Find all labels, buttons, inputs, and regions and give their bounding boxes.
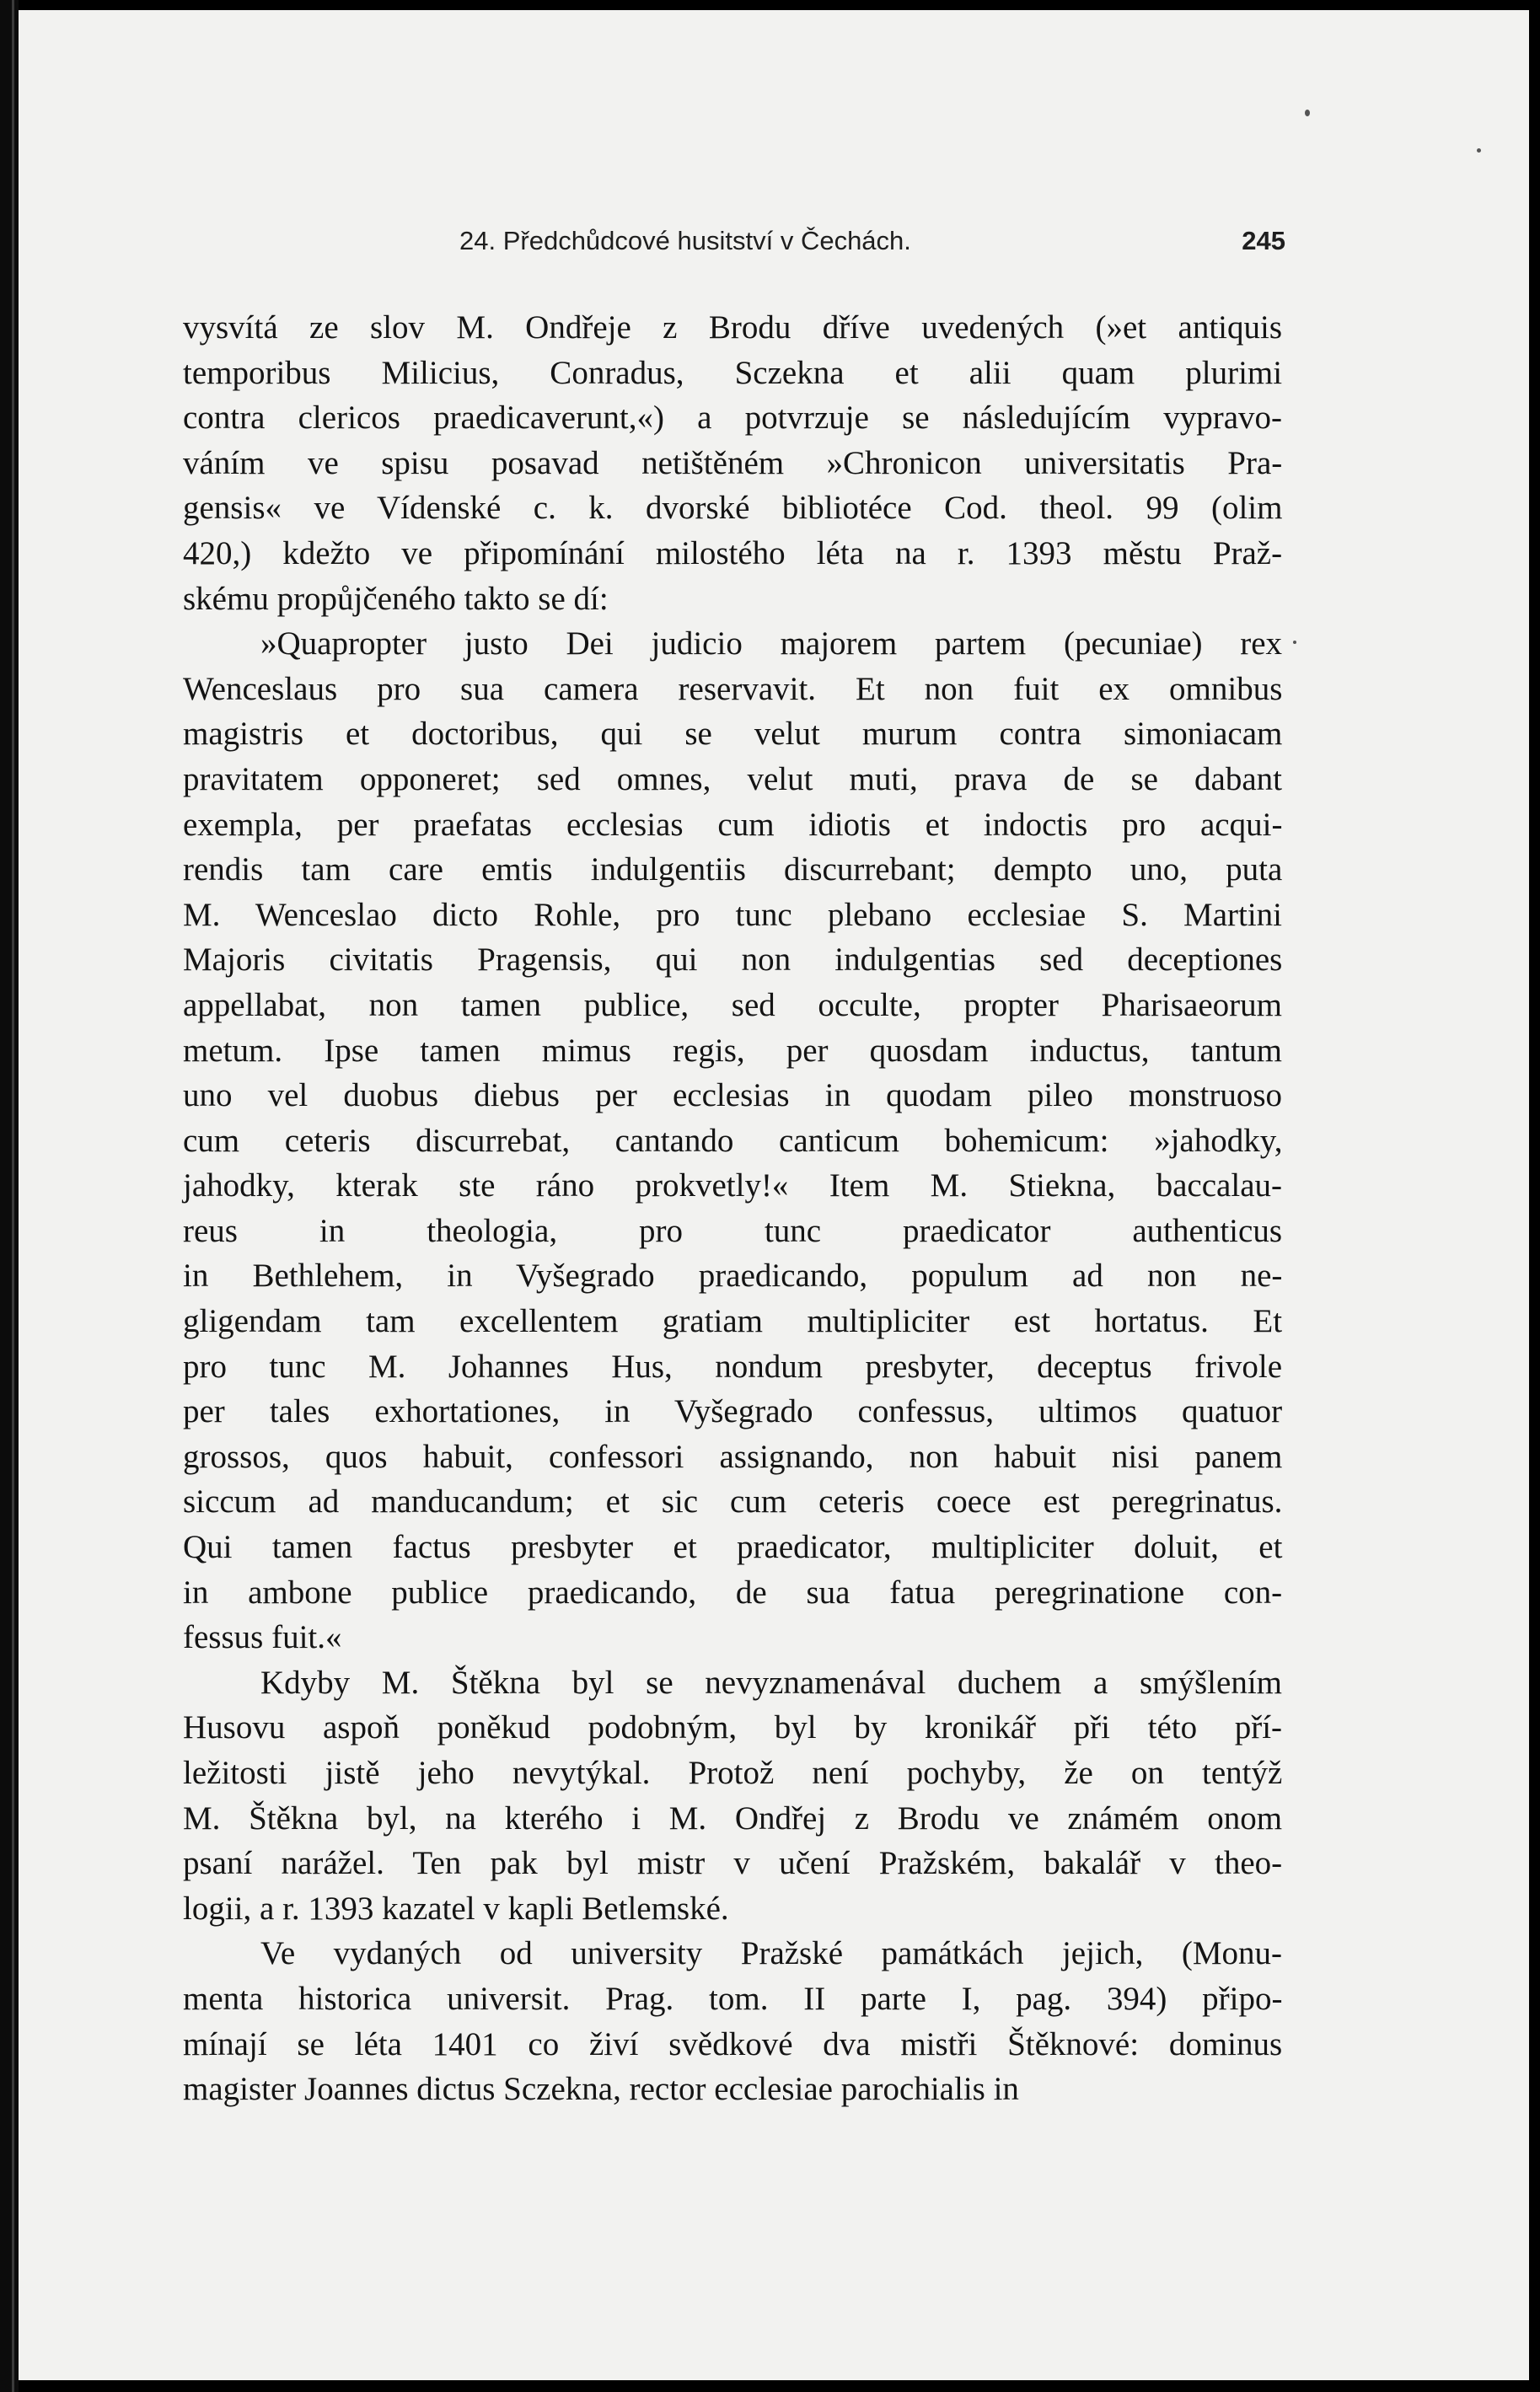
text-line: M. Wenceslao dicto Rohle, pro tunc plebano ecclesiae S. Martini xyxy=(183,896,1283,933)
text-line: contra clericos praedicaverunt,«) a potvrzuje se následujícím vypravo- xyxy=(183,400,1283,437)
text-line: Wenceslaus pro sua camera reservavit. Et non fuit ex omnibus xyxy=(183,670,1283,707)
text-line: gensis« ve Vídenské c. k. dvorské bibliotéce Cod. theol. 99 (olim xyxy=(183,490,1283,527)
text-line: reus in theologia, pro tunc praedicator authenticus xyxy=(183,1212,1282,1249)
text-line: Husovu aspoň poněkud podobným, byl by kronikář při této pří- xyxy=(183,1709,1283,1746)
text-line: M. Štěkna byl, na kterého i M. Ondřej z Brodu ve známém onom xyxy=(183,1799,1283,1837)
text-line: Majoris civitatis Pragensis, qui non indulgentias sed deceptiones xyxy=(183,941,1283,979)
scan-speck xyxy=(1305,110,1310,116)
text-line: in Bethlehem, in Vyšegrado praedicando, populum ad non ne- xyxy=(183,1258,1283,1295)
text-line: ležitosti jistě jeho nevytýkal. Protož není pochyby, že on tentýž xyxy=(183,1755,1283,1791)
text-line: 420,) kdežto ve připomínání milostého léta na r. 1393 městu Praž- xyxy=(183,534,1283,571)
scan-speck xyxy=(1477,148,1481,153)
text-line: appellabat, non tamen publice, sed occulte, propter Pharisaeorum xyxy=(183,986,1282,1023)
text-line: exempla, per praefatas ecclesias cum idiotis et indoctis pro acqui- xyxy=(183,806,1283,843)
text-line: fessus fuit.« xyxy=(183,1619,342,1656)
paragraph xyxy=(183,1931,1282,2111)
running-title: 24. Předchůdcové husitství v Čechách. xyxy=(459,226,911,255)
text-line: váním ve spisu posavad netištěném »Chronicon universitatis Pra- xyxy=(183,444,1283,481)
text-line: magister Joannes dictus Sczekna, rector ecclesiae parochialis in xyxy=(183,2071,1019,2108)
text-line: mínají se léta 1401 co živí svědkové dva mistři Štěknové: dominus xyxy=(183,2025,1283,2062)
text-line: siccum ad manducandum; et sic cum ceteris coece est peregrinatus. xyxy=(183,1483,1283,1520)
text-line: jahodky, kterak ste ráno prokvetly!« Item M. Stiekna, baccalau- xyxy=(183,1167,1282,1204)
text-line: in ambone publice praedicando, de sua fatua peregrinatione con- xyxy=(183,1574,1283,1611)
text-line: rendis tam care emtis indulgentiis discurrebant; dempto uno, puta xyxy=(183,851,1283,888)
text-line: cum ceteris discurrebat, cantando canticum bohemicum: »jahodky, xyxy=(183,1122,1283,1159)
scan-left-edge xyxy=(0,0,19,2392)
text-line: gligendam tam excellentem gratiam multipliciter est hortatus. Et xyxy=(183,1303,1283,1340)
text-line: grossos, quos habuit, confessori assignando, non habuit nisi panem xyxy=(183,1438,1283,1475)
text-line: skému propůjčeného takto se dí: xyxy=(183,580,609,617)
text-line: menta historica universit. Prag. tom. II parte I, pag. 394) připo- xyxy=(183,1980,1283,2017)
page-header xyxy=(459,226,1285,266)
paragraph xyxy=(183,305,1282,621)
page-number: 245 xyxy=(1242,226,1285,255)
text-line: »Quapropter justo Dei judicio majorem partem (pecuniae) rex xyxy=(260,625,1283,662)
text-line: Kdyby M. Štěkna byl se nevyznamenával duchem a smýšlením xyxy=(260,1664,1282,1701)
text-line: psaní narážel. Ten pak byl mistr v učení Pražském, bakalář v theo- xyxy=(183,1845,1283,1882)
text-line: logii, a r. 1393 kazatel v kapli Betlemské. xyxy=(183,1890,729,1927)
text-line: magistris et doctoribus, qui se velut murum contra simoniacam xyxy=(183,716,1283,753)
text-line: vysvítá ze slov M. Ondřeje z Brodu dříve uvedených (»et antiquis xyxy=(183,309,1282,346)
text-line: Qui tamen factus presbyter et praedicator, multipliciter doluit, et xyxy=(183,1529,1283,1566)
text-line: metum. Ipse tamen mimus regis, per quosdam inductus, tantum xyxy=(183,1032,1282,1069)
text-line: pro tunc M. Johannes Hus, nondum presbyter, deceptus frivole xyxy=(183,1348,1282,1385)
paragraph xyxy=(183,1660,1282,1932)
text-line: Ve vydaných od university Pražské památkách jejich, (Monu- xyxy=(260,1935,1282,1972)
scan-binding-line xyxy=(12,0,14,2392)
scan-speck xyxy=(1293,641,1296,644)
body-text xyxy=(183,305,1282,2112)
text-line: per tales exhortationes, in Vyšegrado confessus, ultimos quatuor xyxy=(183,1393,1283,1430)
text-line: pravitatem opponeret; sed omnes, velut muti, prava de se dabant xyxy=(183,760,1282,797)
text-line: temporibus Milicius, Conradus, Sczekna et alii quam plurimi xyxy=(183,354,1283,391)
paragraph xyxy=(183,621,1282,1660)
text-line: uno vel duobus diebus per ecclesias in quodam pileo monstruoso xyxy=(183,1077,1282,1114)
